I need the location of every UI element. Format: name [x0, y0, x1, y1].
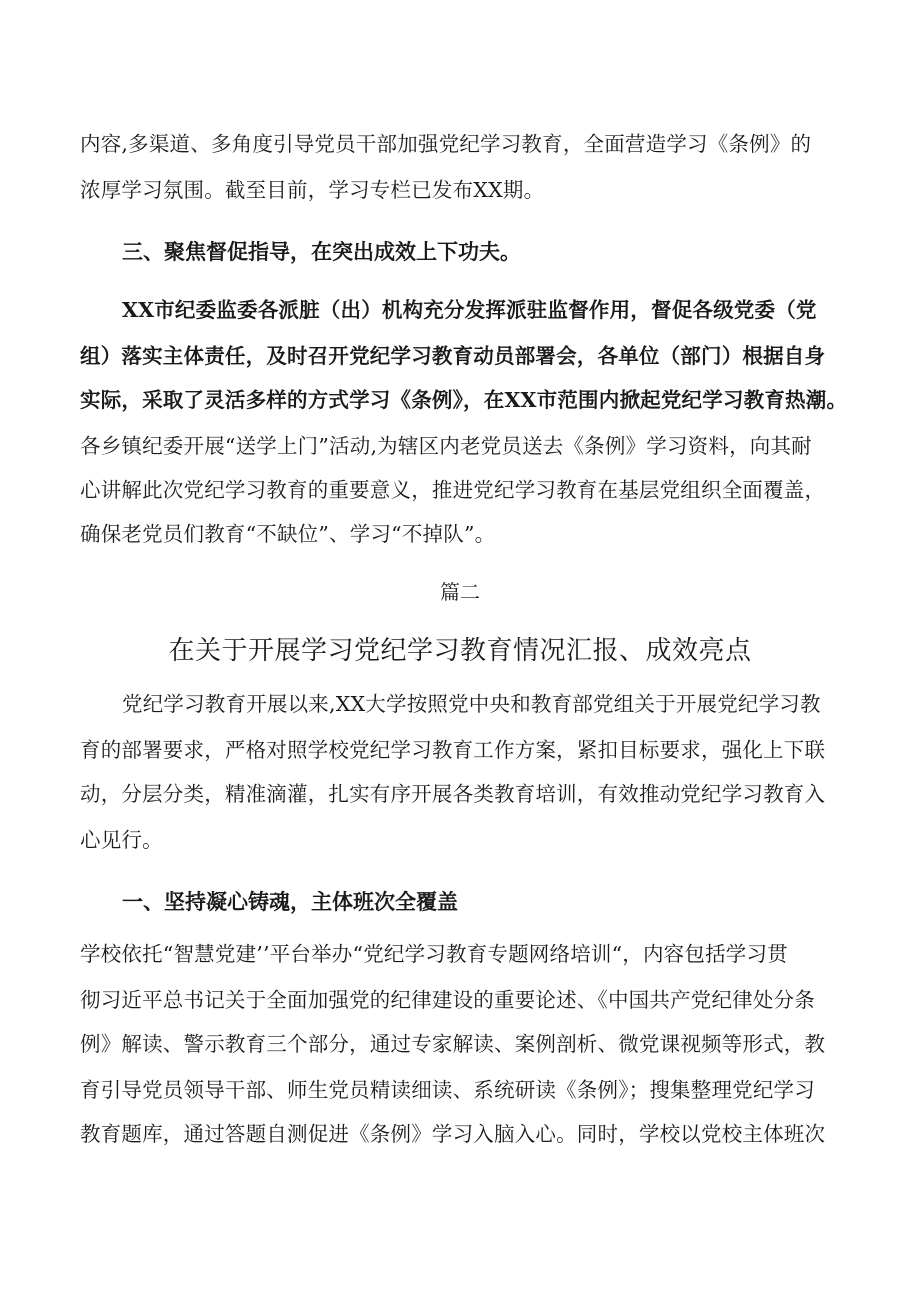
paragraph-line: 各乡镇纪委开展“送学上门”活动,为辖区内老党员送去《条例》学习资料，向其耐 [80, 434, 812, 458]
paragraph-line: 内容,多渠道、多角度引导党员干部加强党纪学习教育，全面营造学习《条例》的 [80, 132, 812, 156]
paragraph-line: 学校依托“智慧党建’’平台举办“党纪学习教育专题网络培训“，内容包括学习贯 [80, 942, 788, 966]
paragraph-line: 育引导党员领导干部、师生党员精读细读、系统研读《条例》；搜集整理党纪学习 [80, 1078, 815, 1102]
part-label: 篇二 [440, 580, 480, 604]
paragraph-line: XX市纪委监委各派脏（出）机构充分发挥派驻监督作用，督促各级党委（党 [122, 298, 817, 322]
paragraph-line: 党纪学习教育开展以来,XX大学按照党中央和教育部党组关于开展党纪学习教 [122, 692, 821, 716]
paragraph-line: 心讲解此次党纪学习教育的重要意义，推进党纪学习教育在基层党组织全面覆盖， [80, 478, 826, 502]
paragraph-line: 彻习近平总书记关于全面加强党的纪律建设的重要论述、《中国共产党纪律处分条 [80, 988, 815, 1012]
paragraph-line: 确保老党员们教育“不缺位”、学习“不掉队”。 [80, 522, 496, 546]
document-title: 在关于开展学习党纪学习教育情况汇报、成效亮点 [168, 636, 752, 666]
paragraph-line: 心见行。 [80, 828, 163, 852]
section-heading: 一、坚持凝心铸魂，主体班次全覆盖 [122, 890, 458, 914]
paragraph-line: 育的部署要求，严格对照学校党纪学习教育工作方案，紧扣目标要求，强化上下联 [80, 738, 826, 762]
paragraph-line: 例》解读、警示教育三个部分，通过专家解读、案例剖析、微党课视频等形式，教 [80, 1032, 826, 1056]
paragraph-line: 浓厚学习氛围。截至目前，学习专栏已发布XX期。 [80, 178, 545, 202]
paragraph-line: 教育题库，通过答题自测促进《条例》学习入脑入心。同时，学校以党校主体班次 [80, 1122, 826, 1146]
paragraph-line: 组）落实主体责任，及时召开党纪学习教育动员部署会，各单位（部门）根据自身 [80, 344, 826, 368]
paragraph-line: 动，分层分类，精准滴灌，扎实有序开展各类教育培训，有效推动党纪学习教育入 [80, 782, 826, 806]
paragraph-line: 实际，采取了灵活多样的方式学习《条例》，在XX市范围内掀起党纪学习教育热潮。 [80, 388, 848, 412]
section-heading: 三、聚焦督促指导，在突出成效上下功夫。 [122, 240, 521, 264]
